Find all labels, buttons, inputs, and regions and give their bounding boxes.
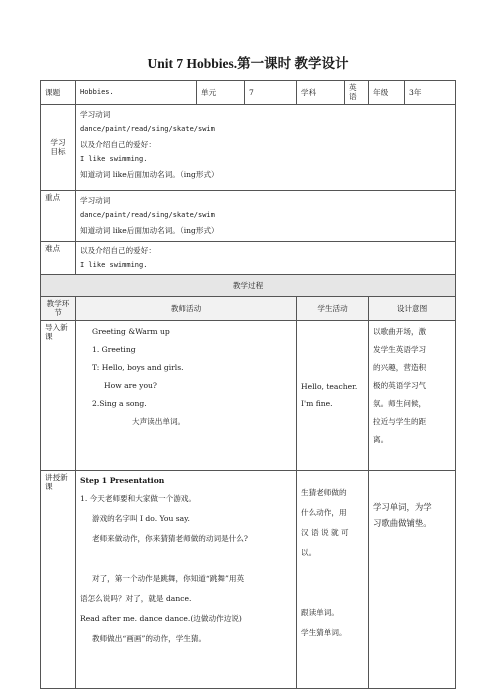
student-activity-cell xyxy=(297,470,369,688)
student-line: 汉 语 说 就 可 xyxy=(301,527,349,537)
difficult-points-content xyxy=(76,241,456,274)
grade-label: 年级 xyxy=(369,81,405,105)
teacher-line: 对了，第一个动作是跳舞，你知道“跳舞”用英 xyxy=(92,573,245,583)
key-point-line: 知道动词 like后面加动名词。（ing形式） xyxy=(80,225,219,235)
student-line: Hello, teacher. xyxy=(301,382,358,392)
teacher-line: T: Hello, boys and girls. xyxy=(92,362,184,372)
student-line: 以。 xyxy=(301,547,317,557)
teacher-line: 1. 今天老师要和大家做一个游戏。 xyxy=(80,493,196,503)
difficult-point-line: 以及介绍自己的爱好： xyxy=(80,245,156,255)
teacher-line: 2.Sing a song. xyxy=(92,398,147,408)
lesson-plan-table xyxy=(40,80,456,689)
goals-line: 学习动词 xyxy=(80,109,111,119)
design-intent-cell xyxy=(369,320,456,470)
goals-row xyxy=(41,104,456,190)
teacher-line: How are you? xyxy=(104,380,157,390)
teacher-line xyxy=(80,549,292,569)
topic-label: 课题 xyxy=(41,81,76,105)
key-points-row xyxy=(41,190,456,241)
intent-line: 学习单词，为学 xyxy=(373,501,432,512)
teacher-activity-cell xyxy=(76,320,297,470)
intent-line: 氛。师生问候， xyxy=(373,398,427,408)
teacher-line: 老师来做动作，你来猜猜老师做的动词是什么? xyxy=(92,533,248,543)
process-header-row xyxy=(41,296,456,320)
unit-value: 7 xyxy=(245,81,297,105)
difficult-point-line: I like swimming. xyxy=(80,260,148,269)
unit-label: 单元 xyxy=(197,81,245,105)
intent-line: 发学生英语学习 xyxy=(373,344,427,354)
teacher-line: Greeting &Warm up xyxy=(92,326,170,336)
intent-line: 离。 xyxy=(373,434,389,444)
column-header-stage: 教学环节 xyxy=(41,296,76,320)
teacher-line: 大声读出单词。 xyxy=(132,416,186,426)
stage-cell: 讲授新课 xyxy=(41,470,76,688)
key-points-content xyxy=(76,190,456,241)
key-point-line: 学习动词 xyxy=(80,195,111,205)
teacher-line: 语怎么说吗？对了，就是 dance. xyxy=(80,593,192,603)
teacher-line: 教师做出“画画”的动作，学生猜。 xyxy=(92,633,207,643)
teacher-line: Read after me. dance dance.(边做动作边说) xyxy=(80,613,242,623)
goals-line: dance/paint/read/sing/skate/swim xyxy=(80,124,215,133)
student-line xyxy=(301,563,364,583)
student-line: 跟读单词。 xyxy=(301,607,339,617)
difficult-points-row xyxy=(41,241,456,274)
student-line: 什么动作，用 xyxy=(301,507,347,517)
subject-label: 学科 xyxy=(297,81,345,105)
student-activity-cell xyxy=(297,320,369,470)
student-line xyxy=(301,583,364,603)
grade-value: 3年 xyxy=(405,81,456,105)
key-point-line: dance/paint/read/sing/skate/swim xyxy=(80,210,215,219)
stage-cell: 导入新课 xyxy=(41,320,76,470)
page-title: Unit 7 Hobbies.第一课时 教学设计 xyxy=(147,56,349,71)
goals-line: 以及介绍自己的爱好： xyxy=(80,139,156,149)
key-points-label: 重点 xyxy=(41,190,76,241)
intent-line: 以歌曲开场，激 xyxy=(373,326,427,336)
student-line: 学生猜单词。 xyxy=(301,627,347,637)
goals-line: 知道动词 like后面加动名词。（ing形式） xyxy=(80,169,219,179)
student-line: I'm fine. xyxy=(301,399,333,409)
goals-line: I like swimming. xyxy=(80,154,148,163)
process-row-teaching xyxy=(41,470,456,688)
process-title-row xyxy=(41,274,456,296)
student-line: 生猜老师做的 xyxy=(301,487,347,497)
header-row xyxy=(41,81,456,105)
difficult-points-label: 难点 xyxy=(41,241,76,274)
intent-line: 的兴趣，营造积 xyxy=(373,362,427,372)
topic-value: Hobbies. xyxy=(76,81,197,105)
process-title: 教学过程 xyxy=(41,274,456,296)
column-header-teacher: 教师活动 xyxy=(76,296,297,320)
goals-label: 学习 目标 xyxy=(41,104,76,190)
intent-line: 习歌曲做铺垫。 xyxy=(373,517,432,528)
intent-line: 拉近与学生的距 xyxy=(373,416,427,426)
teacher-line: 游戏的名字叫 I do. You say. xyxy=(92,513,190,523)
subject-value: 英语 xyxy=(345,81,369,105)
column-header-intent: 设计意图 xyxy=(369,296,456,320)
process-row-intro xyxy=(41,320,456,470)
column-header-student: 学生活动 xyxy=(297,296,369,320)
teacher-line: 1. Greeting xyxy=(92,344,136,354)
design-intent-cell xyxy=(369,470,456,688)
goals-content xyxy=(76,104,456,190)
teacher-activity-cell xyxy=(76,470,297,688)
teacher-line: Step 1 Presentation xyxy=(80,475,165,485)
intent-line: 极的英语学习气 xyxy=(373,380,427,390)
